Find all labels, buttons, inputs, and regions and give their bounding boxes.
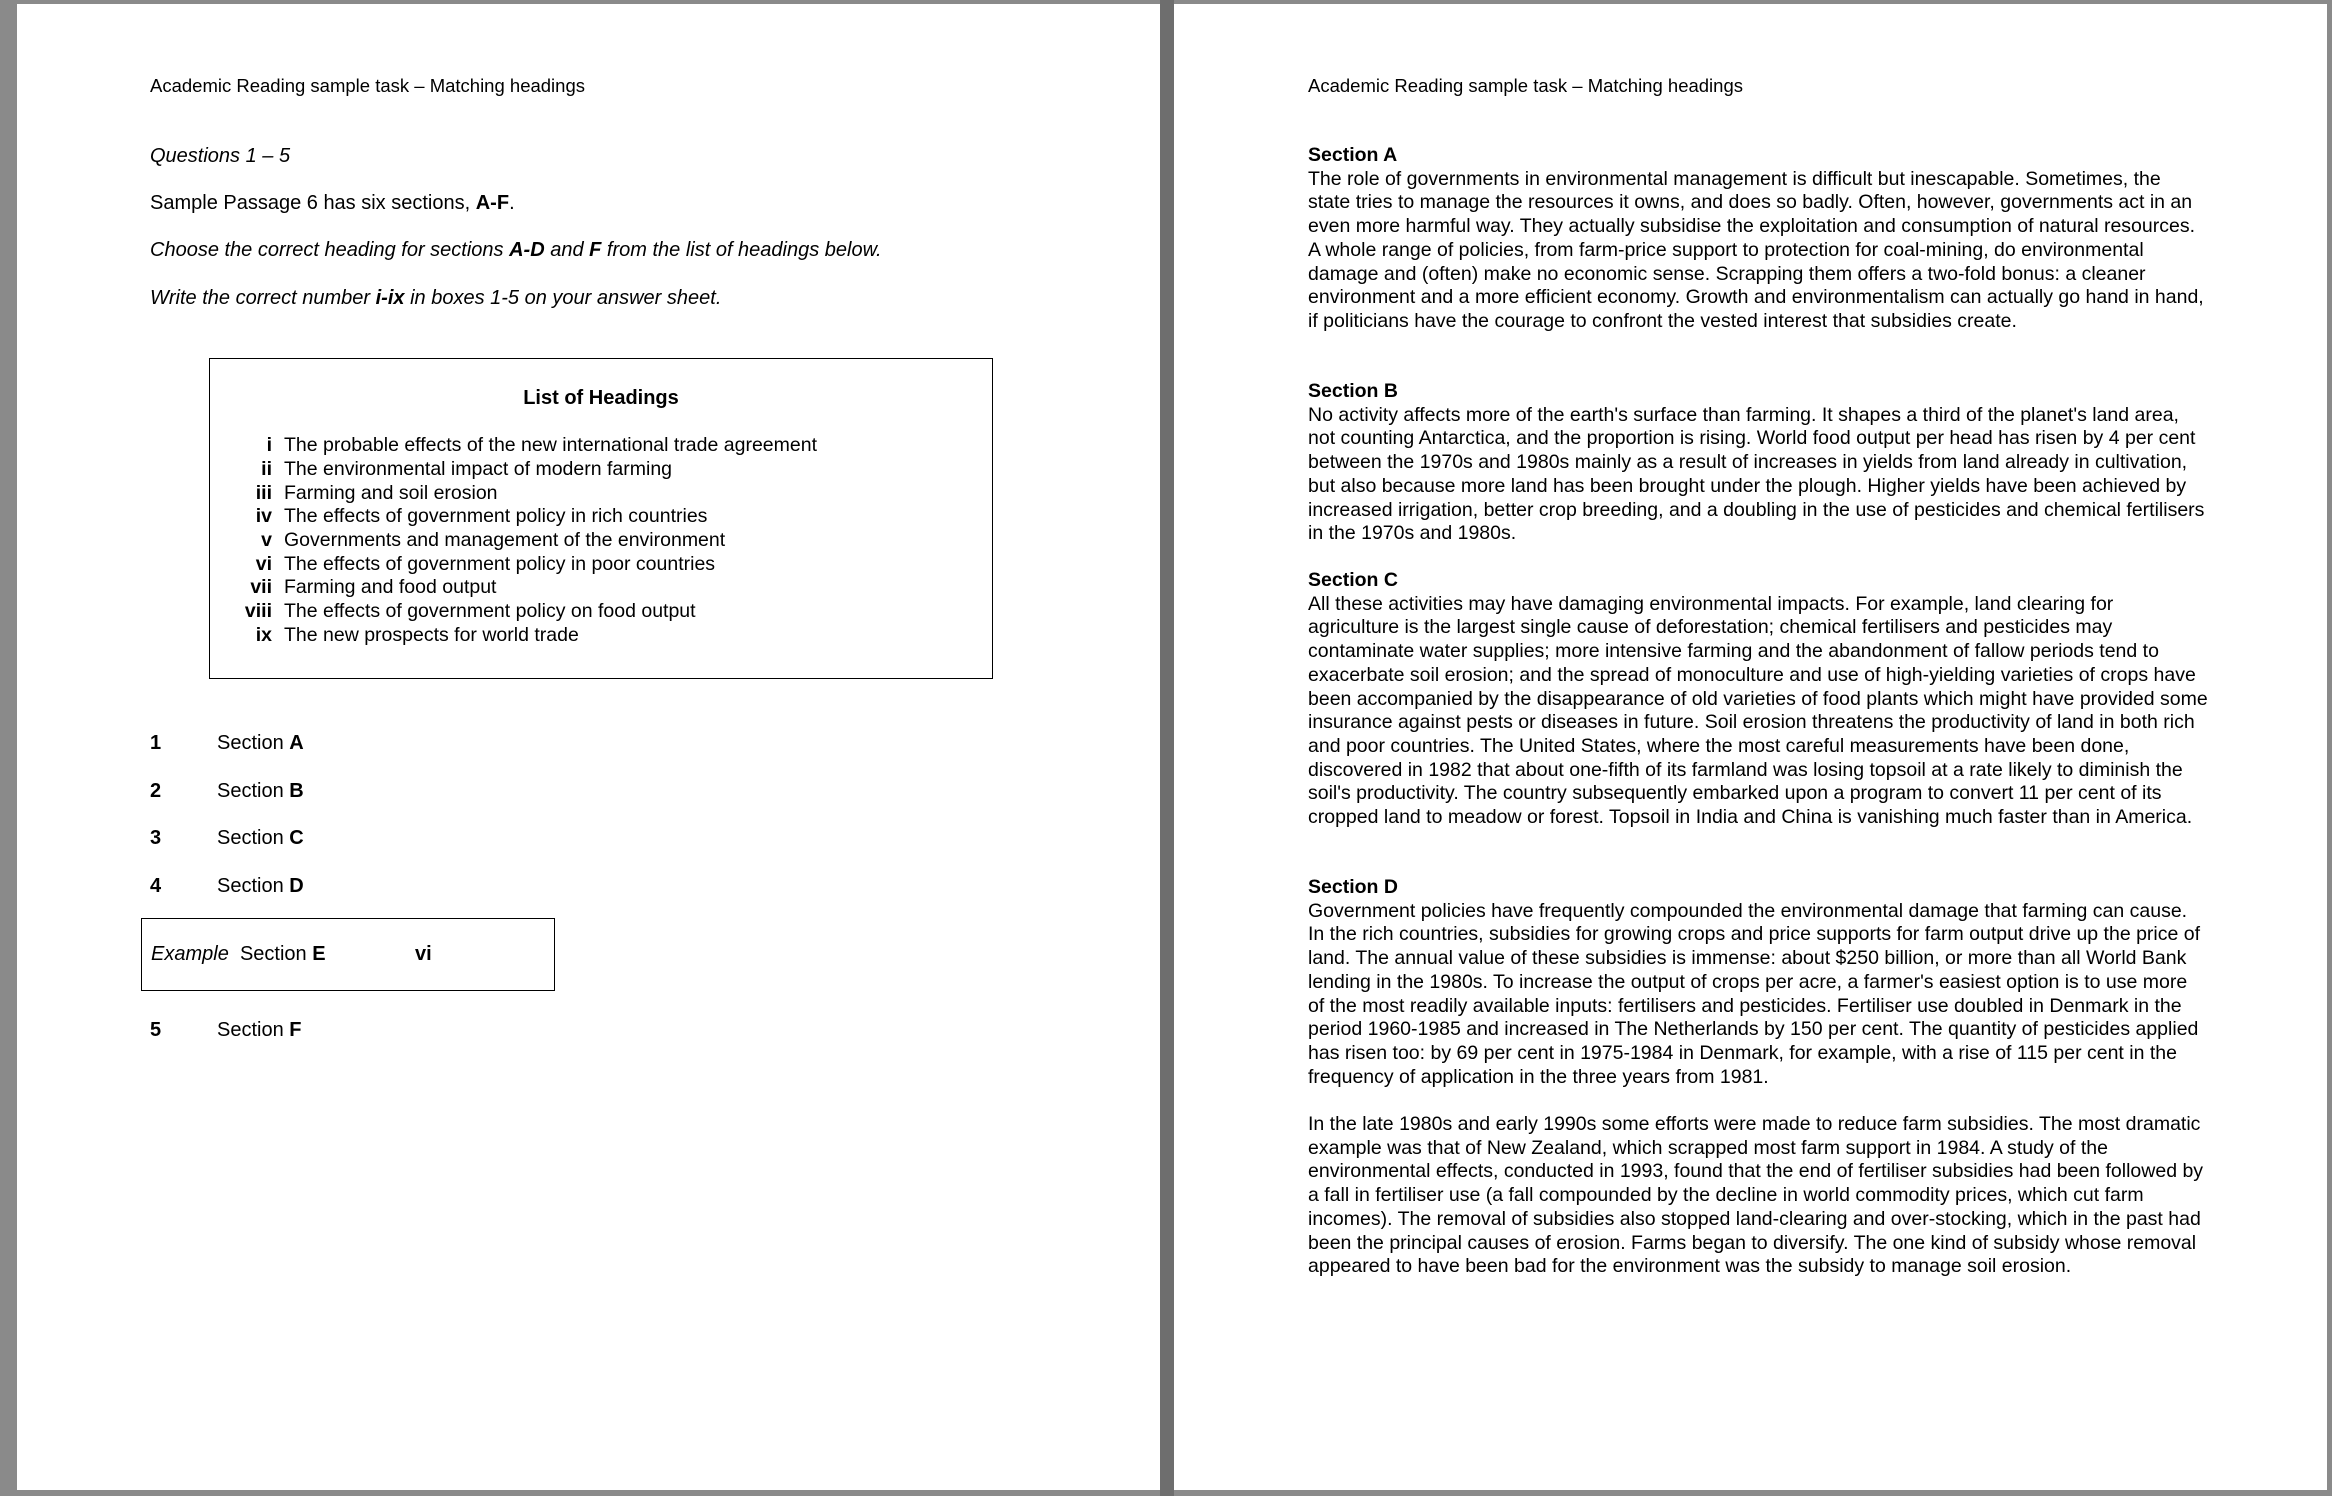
heading-item	[210, 552, 817, 576]
section-a	[1308, 144, 2208, 334]
heading-item	[210, 481, 817, 505]
heading-item	[210, 576, 817, 600]
question-label: Section	[217, 827, 290, 849]
example-label	[151, 943, 326, 966]
headings-list	[210, 434, 817, 647]
section-paragraph: No activity affects more of the earth's surface than farming. It shapes a third of the planet's land area, not counting Antarctica, and the proportion is rising. World food output per head has risen by 4 per cent between the 1970s and 1980s mainly as a result of increases in yields from land already in cultivation, but also because more land has been brought under the plough. Higher yields have been achieved by increased irrigation, better crop breeding, and a doubling in the use of pesticides and chemical fertilisers in the 1970s and 1980s.	[1308, 403, 2205, 545]
example-section-letter: E	[312, 943, 326, 965]
heading-item	[210, 624, 817, 648]
heading-number: v	[261, 529, 272, 552]
page-header: Academic Reading sample task – Matching headings	[150, 75, 585, 96]
instruction-choose-b: A-D	[509, 239, 545, 261]
question-section-letter: F	[289, 1019, 302, 1041]
question-label: Section	[217, 732, 290, 754]
section-paragraph: The role of governments in environmental management is difficult but inescapable. Sometimes, the state tries to manage the resources it owns, and does so badly. Often, however, governments act in an even more harmful way. They actually subsidise the exploitation and consumption of natural resources. A whole range of policies, from farm-price support to protection for coal-mining, do environmental damage and (often) make no economic sense. Scrapping them offers a two-fold bonus: a cleaner environment and a more efficient economy. Growth and environmentalism can actually go hand in hand, if politicians have the courage to confront the vested interest that subsidies create.	[1308, 167, 2204, 332]
heading-item	[210, 434, 817, 458]
heading-number: ii	[261, 458, 272, 481]
example-box	[141, 918, 555, 991]
instruction-write-b: i-ix	[375, 287, 405, 309]
section-paragraph: All these activities may have damaging environmental impacts. For example, land clearing for agriculture is the largest single cause of deforestation; chemical fertilisers and pesticides may contaminate water supplies; more intensive farming and the abandonment of fallow periods tend to exacerbate soil erosion; and the spread of monoculture and use of high-yielding varieties of crops have been accompanied by the disappearance of old varieties of food plants which might have provided some insurance against pests or diseases in future. Soil erosion threatens the productivity of land in both rich and poor countries. The United States, where the most careful measurements have been done, discovered in 1982 that about one-fifth of its farmland was losing topsoil at a rate likely to diminish the soil's productivity. The country subsequently embarked upon a program to convert 11 per cent of its cropped land to meadow or forest. Topsoil in India and China is vanishing much faster than in America.	[1308, 592, 2208, 829]
question-label: Section	[217, 1019, 290, 1041]
heading-text: The effects of government policy in poor countries	[284, 552, 716, 575]
heading-number: iv	[255, 505, 272, 528]
section-title: Section A	[1308, 144, 1398, 166]
section-c	[1308, 569, 2208, 830]
intro-suffix: .	[509, 192, 515, 214]
heading-text: Farming and food output	[284, 576, 497, 599]
page-right	[1174, 4, 2327, 1490]
instruction-write-a: Write the correct number	[150, 287, 376, 309]
question-row	[150, 780, 304, 803]
heading-number: iii	[255, 481, 272, 504]
heading-text: The new prospects for world trade	[284, 623, 579, 646]
heading-item	[210, 529, 817, 553]
questions-title: Questions 1 – 5	[150, 145, 291, 167]
example-section-label: Section	[239, 943, 313, 965]
instruction-write-c: in boxes 1-5 on your answer sheet.	[404, 287, 722, 309]
question-section-letter: C	[289, 827, 304, 849]
section-title: Section B	[1308, 380, 1398, 402]
heading-number: vii	[250, 576, 272, 599]
page-gutter	[1160, 0, 1174, 1496]
page-header: Academic Reading sample task – Matching headings	[1308, 75, 1743, 96]
question-row	[150, 1019, 301, 1042]
section-title: Section C	[1308, 569, 1398, 591]
intro-text	[150, 192, 515, 215]
question-section-letter: D	[289, 875, 304, 897]
intro-prefix: Sample Passage 6 has six sections,	[150, 192, 476, 214]
question-row	[150, 732, 304, 755]
question-section-letter: B	[289, 780, 304, 802]
question-number: 2	[150, 780, 162, 802]
heading-text: The effects of government policy in rich countries	[284, 505, 708, 528]
heading-item	[210, 505, 817, 529]
section-d	[1308, 876, 2208, 1279]
section-b	[1308, 380, 2208, 546]
question-row	[150, 875, 304, 898]
heading-text: The environmental impact of modern farming	[284, 458, 673, 481]
instruction-choose-c: and	[544, 239, 590, 261]
example-answer: vi	[415, 943, 432, 965]
question-number: 5	[150, 1019, 162, 1041]
heading-text: The effects of government policy on food output	[284, 600, 696, 623]
question-label: Section	[217, 875, 290, 897]
question-label: Section	[217, 780, 290, 802]
question-section-letter: A	[289, 732, 304, 754]
heading-text: Governments and management of the environment	[284, 529, 726, 552]
question-number: 1	[150, 732, 162, 754]
page-left	[17, 4, 1160, 1490]
section-title: Section D	[1308, 876, 1398, 898]
section-paragraph: In the late 1980s and early 1990s some efforts were made to reduce farm subsidies. The most dramatic example was that of New Zealand, which scrapped most farm support in 1984. A study of the environmental effects, conducted in 1993, found that the end of fertiliser subsidies had been followed by a fall in fertiliser use (a fall compounded by the decline in world commodity prices, which cut farm incomes). The removal of subsidies also stopped land-clearing and over-stocking, which in the past had been the principal causes of erosion. Farms began to diversify. The one kind of subsidy whose removal appeared to have been bad for the environment was the subsidy to manage soil erosion.	[1308, 1113, 2204, 1278]
section-paragraph: Government policies have frequently compounded the environmental damage that farming can cause. In the rich countries, subsidies for growing crops and price supports for farm output drive up the price of land. The annual value of these subsidies is immense: about $250 billion, or more than all World Bank lending in the 1980s. To increase the output of crops per acre, a farmer's easiest option is to use more of the most readily available inputs: fertilisers and pesticides. Fertiliser use doubled in Denmark in the period 1960-1985 and increased in The Netherlands by 150 per cent. The quantity of pesticides applied has risen too: by 69 per cent in 1975-1984 in Denmark, for example, with a rise of 115 per cent in the frequency of application in the three years from 1981.	[1308, 899, 2201, 1088]
intro-range: A-F	[475, 192, 510, 214]
heading-number: i	[266, 434, 272, 457]
question-number: 3	[150, 827, 162, 849]
instruction-choose-a: Choose the correct heading for sections	[150, 239, 510, 261]
heading-text: Farming and soil erosion	[284, 481, 498, 504]
heading-text: The probable effects of the new international trade agreement	[284, 434, 817, 457]
heading-item	[210, 458, 817, 482]
instruction-choose-d: F	[589, 239, 602, 261]
headings-title: List of Headings	[523, 387, 679, 409]
question-number: 4	[150, 875, 162, 897]
heading-number: vi	[255, 552, 272, 575]
heading-number: viii	[244, 600, 272, 623]
instruction-write	[150, 287, 721, 310]
heading-number: ix	[255, 623, 272, 646]
list-of-headings-box	[209, 358, 993, 679]
question-row	[150, 827, 304, 850]
heading-item	[210, 600, 817, 624]
example-word: Example	[151, 943, 229, 965]
instruction-choose	[150, 239, 882, 262]
instruction-choose-e: from the list of headings below.	[601, 239, 882, 261]
